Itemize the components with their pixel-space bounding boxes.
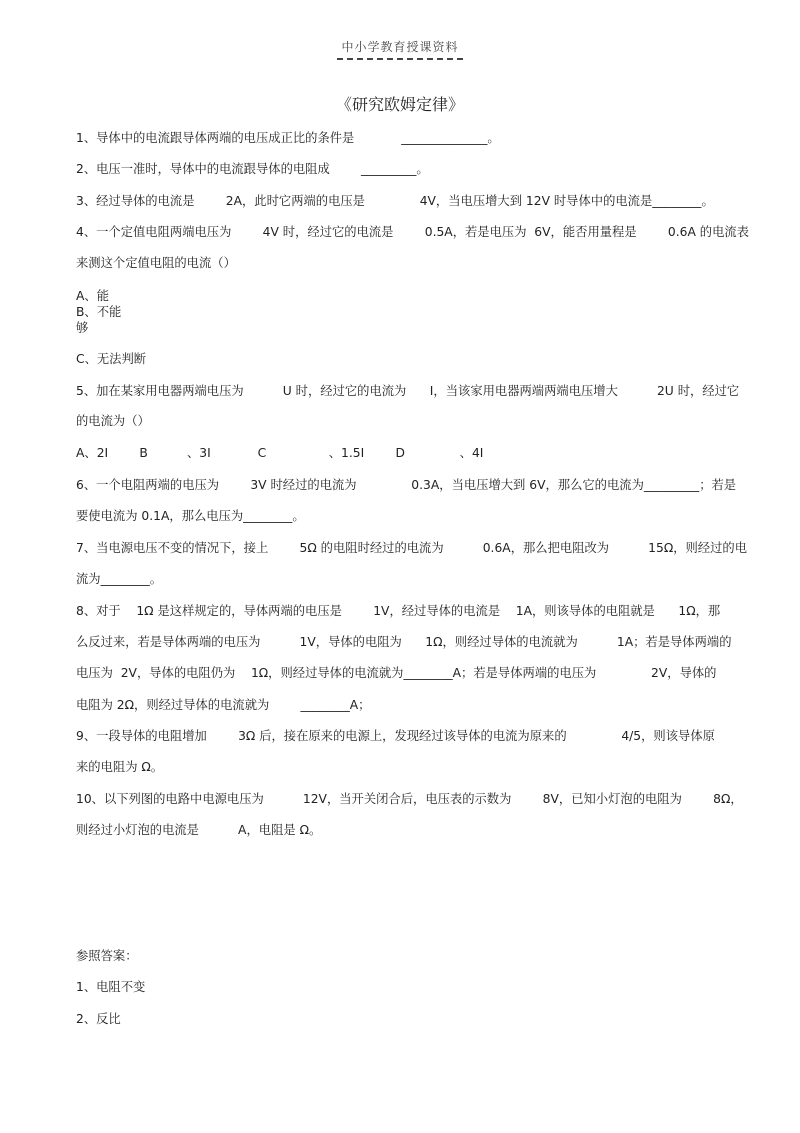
question-7-line-1: 7、当电源电压不变的情况下，接上 5Ω 的电阻时经过的电流为 0.6A，那么把电阻改为 15Ω，则经过的电 [76,541,747,555]
question-6-line-1: 6、一个电阻两端的电压为 3V 时经过的电流为 0.3A，当电压增大到 6V，那么它的电流为_________；若是 [76,478,737,492]
question-4-line-1: 4、一个定值电阻两端电压为 4V 时，经过它的电流是 0.5A，若是电压为 6V，能否用量程是 0.6A 的电流表 [76,225,749,239]
option-b: B、不能 [76,305,122,319]
question-7-line-2: 流为________。 [76,572,163,586]
question-10-line-1: 10、以下列图的电路中电源电压为 12V，当开关闭合后，电压表的示数为 8V，已知小灯泡的电阻为 8Ω， [76,792,743,806]
answers-heading: 参照答案： [76,949,138,963]
page-header [0,38,800,60]
answer-1: 1、电阻不变 [76,980,146,994]
question-8-line-1: 8、对于 1Ω 是这样规定的，导体两端的电压是 1V，经过导体的电流是 1A，则该导体的电阻就是 1Ω，那 [76,604,721,618]
question-10-line-2: 则经过小灯泡的电流是 A，电阻是 Ω。 [76,823,322,837]
question-3: 3、经过导体的电流是 2A，此时它两端的电压是 4V，当电压增大到 12V 时导体中的电流是________。 [76,194,714,208]
question-6-line-2: 要使电流为 0.1A，那么电压为________。 [76,509,305,523]
question-1: 1、导体中的电流跟导体两端的电压成正比的条件是 ______________。 [76,131,500,145]
answer-2: 2、反比 [76,1012,121,1026]
option-a: A、能 [76,289,110,303]
question-9-line-2: 来的电阻为 Ω。 [76,760,164,774]
question-8-line-3: 电压为 2V，导体的电阻仍为 1Ω，则经过导体的电流就为________A；若是导体两端的电压为 2V，导体的 [76,666,717,680]
document-title: 《研究欧姆定律》 [335,95,464,114]
question-5-options: A、2I B 、3I C 、1.5I D 、4I [76,446,484,460]
question-2: 2、电压一准时，导体中的电流跟导体的电阻成 _________。 [76,162,429,176]
header-text: 中小学教育授课资料 [337,38,462,60]
question-8-line-2: 么反过来，若是导体两端的电压为 1V，导体的电阻为 1Ω，则经过导体的电流就为 1A；若是导体两端的 [76,635,732,649]
question-5-line-1: 5、加在某家用电器两端电压为 U 时，经过它的电流为 I，当该家用电器两端两端电压增大 2U 时，经过它 [76,384,740,398]
option-c: C、无法判断 [76,352,147,366]
question-9-line-1: 9、一段导体的电阻增加 3Ω 后，接在原来的电源上，发现经过该导体的电流为原来的 4/5，则该导体原 [76,729,715,743]
question-4-line-2: 来测这个定值电阻的电流（） [76,256,236,270]
question-5-line-2: 的电流为（） [76,414,150,428]
option-b-cont: 够 [76,321,89,335]
question-8-line-4: 电阻为 2Ω，则经过导体的电流就为 ________A； [76,698,371,712]
